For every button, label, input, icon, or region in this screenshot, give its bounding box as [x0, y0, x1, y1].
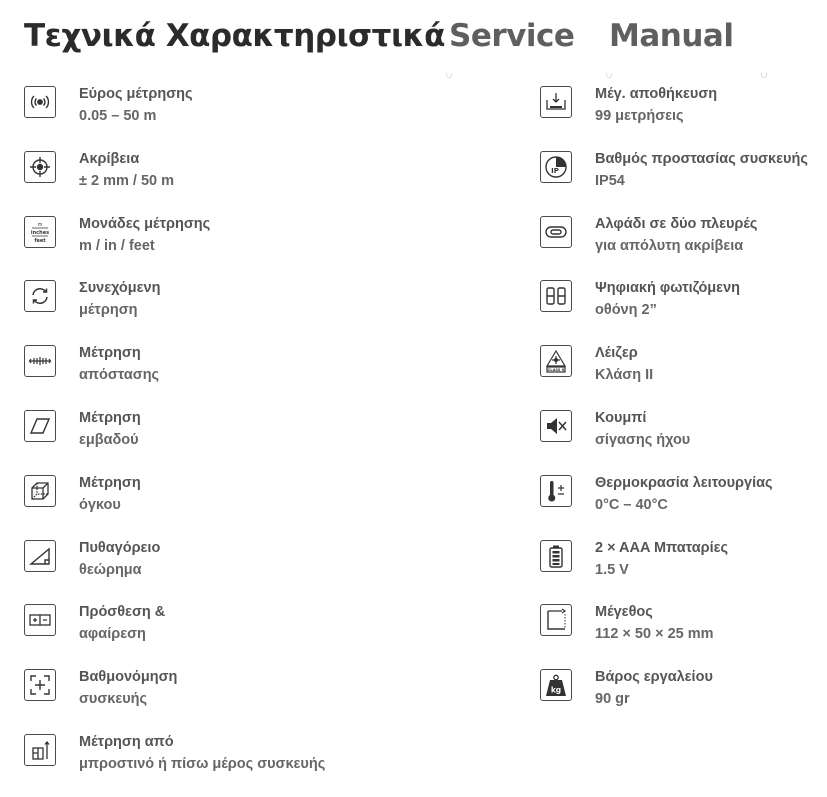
spec-value: συσκευής [79, 691, 148, 708]
spec-item [540, 278, 825, 343]
spec-title: Εύρος μέτρησης [79, 86, 193, 102]
units-icon [24, 216, 56, 248]
calibration-icon [24, 669, 56, 701]
spec-value: θεώρημα [79, 561, 142, 578]
spec-value: μέτρηση [79, 302, 138, 319]
spec-item [24, 149, 354, 214]
spec-title: Πρόσθεση & [79, 604, 166, 621]
spec-title: 2 × AAA Μπαταρίες [595, 539, 729, 556]
spec-value: σίγασης ήχου [595, 431, 691, 448]
ip-icon-label: IP [551, 166, 559, 175]
spec-item [24, 278, 354, 343]
crosshair-icon [24, 151, 56, 183]
tab-marker [606, 73, 612, 78]
spec-item [540, 149, 825, 214]
tab-marker [446, 73, 452, 78]
spec-value: 0.05 – 50 m [79, 108, 157, 124]
battery-icon [540, 540, 572, 572]
spec-title: Μέτρηση [79, 345, 141, 362]
spec-value: οθόνη 2” [595, 302, 657, 319]
spec-item [24, 214, 354, 279]
spec-title: Πυθαγόρειο [79, 539, 161, 556]
spec-value: αφαίρεση [79, 626, 146, 643]
spec-item [24, 473, 354, 538]
spec-item [540, 84, 825, 149]
spec-item [540, 667, 825, 732]
spec-title: Μέτρηση [79, 474, 141, 491]
units-icon-feet: feet [34, 237, 46, 244]
spec-item [24, 667, 354, 732]
spec-title: Μέτρηση από [79, 733, 174, 750]
spec-item [540, 602, 825, 667]
spec-title: Θερμοκρασία λειτουργίας [595, 474, 773, 491]
spec-value: 1.5 V [595, 561, 629, 578]
ip-protection-icon [540, 151, 572, 183]
pythagoras-icon [24, 540, 56, 572]
spec-value: Κλάση ΙΙ [595, 367, 654, 384]
add-subtract-icon [24, 604, 56, 636]
spec-title: Μέγεθος [595, 604, 653, 621]
spec-title: Βαθμονόμηση [79, 669, 178, 686]
units-icon-inches: inches [30, 229, 50, 236]
tab-service[interactable]: Service [449, 18, 575, 54]
spec-title: Βάρος εργαλείου [595, 669, 713, 686]
spec-value: εμβαδού [79, 431, 139, 448]
spec-item [24, 343, 354, 408]
spec-value: απόστασης [79, 367, 160, 384]
spec-title: Μέγ. αποθήκευση [595, 86, 718, 102]
spec-value: m / in / feet [79, 237, 155, 254]
spec-value: IP54 [595, 172, 625, 189]
spec-title: Ακρίβεια [79, 150, 140, 167]
range-icon [24, 86, 56, 118]
spec-value: μπροστινό ή πίσω μέρος συσκευής [79, 755, 326, 772]
spec-item [540, 473, 825, 538]
spec-item [24, 538, 354, 603]
spec-title: Βαθμός προστασίας συσκευής [595, 150, 808, 167]
spec-item [540, 538, 825, 603]
spec-item [24, 602, 354, 667]
spec-item [540, 343, 825, 408]
spec-title: Κουμπί [595, 409, 647, 426]
spec-item [540, 214, 825, 279]
weight-icon [540, 669, 572, 701]
spec-title: Αλφάδι σε δύο πλευρές [595, 215, 758, 232]
spec-list-right [540, 84, 825, 732]
spec-value: 0°C – 40°C [595, 496, 668, 513]
tab-manual[interactable]: Manual [609, 18, 734, 54]
spec-value: όγκου [79, 496, 121, 513]
units-icon-m: m [37, 221, 43, 228]
spec-value: για απόλυτη ακρίβεια [595, 237, 744, 254]
tab-specifications[interactable]: Τεχνικά Χαρακτηριστικά [24, 18, 445, 54]
distance-icon [24, 345, 56, 377]
spec-item [24, 732, 354, 797]
spec-title: Λέιζερ [595, 345, 638, 362]
continuous-icon [24, 280, 56, 312]
spec-list-left [24, 84, 354, 797]
front-back-icon [24, 734, 56, 766]
spec-title: Μονάδες μέτρησης [79, 215, 211, 232]
storage-icon [540, 86, 572, 118]
dimensions-icon [540, 604, 572, 636]
mute-icon [540, 410, 572, 442]
display-icon [540, 280, 572, 312]
area-icon [24, 410, 56, 442]
spec-item [24, 408, 354, 473]
volume-icon [24, 475, 56, 507]
spec-item [540, 408, 825, 473]
spec-value: 112 × 50 × 25 mm [595, 626, 714, 643]
spec-value: ± 2 mm / 50 m [79, 172, 175, 189]
tab-marker [761, 73, 767, 78]
laser-class-label: CLASS II [547, 368, 565, 373]
spec-title: Συνεχόμενη [79, 280, 161, 297]
spec-value: 90 gr [595, 691, 630, 708]
laser-icon [540, 345, 572, 377]
thermometer-icon [540, 475, 572, 507]
spec-title: Μέτρηση [79, 409, 141, 426]
spec-title: Ψηφιακή φωτιζόμενη [595, 280, 740, 297]
spec-value: 99 μετρήσεις [595, 108, 684, 124]
spec-item [24, 84, 354, 149]
weight-icon-label: kg [550, 685, 562, 695]
level-icon [540, 216, 572, 248]
